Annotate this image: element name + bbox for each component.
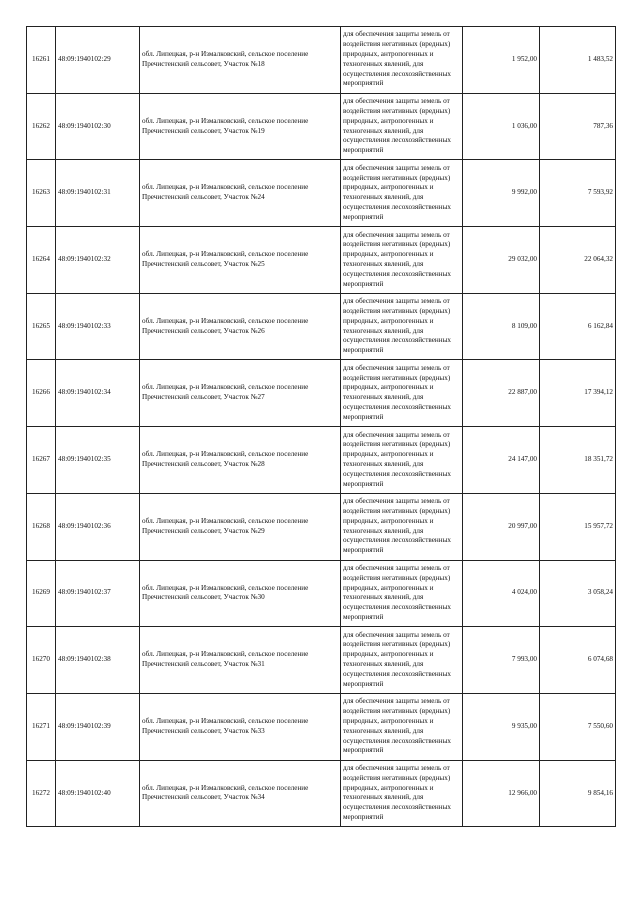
cadastral-value-cell: 6 074,68 [540, 627, 616, 694]
cadastral-number-cell: 48:09:1940102:36 [56, 493, 140, 560]
row-number-cell: 16266 [27, 360, 56, 427]
cadastral-value-cell: 1 483,52 [540, 27, 616, 94]
cadastral-value-cell: 6 162,84 [540, 293, 616, 360]
permitted-use-cell: для обеспечения защиты земель от воздействия негативных (вредных) природных, антропогенных и техногенных явлений, для осуществления лесохозяйственных мероприятий [341, 627, 463, 694]
plot-area-cell: 20 997,00 [463, 493, 540, 560]
plot-address-cell: обл. Липецкая, р-н Измалковский, сельское поселение Пречистенский сельсовет, Участок №28 [140, 427, 341, 494]
table-row [27, 227, 616, 294]
cadastral-value-cell: 18 351,72 [540, 427, 616, 494]
cadastral-number-cell: 48:09:1940102:32 [56, 227, 140, 294]
row-number-cell: 16272 [27, 760, 56, 827]
table-row [27, 293, 616, 360]
row-number-cell: 16270 [27, 627, 56, 694]
table-row [27, 93, 616, 160]
permitted-use-cell: для обеспечения защиты земель от воздействия негативных (вредных) природных, антропогенных и техногенных явлений, для осуществления лесохозяйственных мероприятий [341, 160, 463, 227]
cadastral-value-cell: 15 957,72 [540, 493, 616, 560]
plot-address-cell: обл. Липецкая, р-н Измалковский, сельское поселение Пречистенский сельсовет, Участок №27 [140, 360, 341, 427]
row-number-cell: 16261 [27, 27, 56, 94]
row-number-cell: 16265 [27, 293, 56, 360]
cadastral-value-cell: 22 064,32 [540, 227, 616, 294]
plot-address-cell: обл. Липецкая, р-н Измалковский, сельское поселение Пречистенский сельсовет, Участок №33 [140, 693, 341, 760]
cadastral-number-cell: 48:09:1940102:29 [56, 27, 140, 94]
permitted-use-cell: для обеспечения защиты земель от воздействия негативных (вредных) природных, антропогенных и техногенных явлений, для осуществления лесохозяйственных мероприятий [341, 693, 463, 760]
plot-area-cell: 7 993,00 [463, 627, 540, 694]
permitted-use-cell: для обеспечения защиты земель от воздействия негативных (вредных) природных, антропогенных и техногенных явлений, для осуществления лесохозяйственных мероприятий [341, 560, 463, 627]
cadastral-number-cell: 48:09:1940102:33 [56, 293, 140, 360]
plot-address-cell: обл. Липецкая, р-н Измалковский, сельское поселение Пречистенский сельсовет, Участок №31 [140, 627, 341, 694]
cadastral-number-cell: 48:09:1940102:31 [56, 160, 140, 227]
cadastral-value-cell: 9 854,16 [540, 760, 616, 827]
cadastral-number-cell: 48:09:1940102:35 [56, 427, 140, 494]
row-number-cell: 16271 [27, 693, 56, 760]
cadastral-value-cell: 7 550,60 [540, 693, 616, 760]
table-row [27, 160, 616, 227]
row-number-cell: 16269 [27, 560, 56, 627]
table-row [27, 760, 616, 827]
cadastral-number-cell: 48:09:1940102:34 [56, 360, 140, 427]
plot-area-cell: 9 992,00 [463, 160, 540, 227]
plot-address-cell: обл. Липецкая, р-н Измалковский, сельское поселение Пречистенский сельсовет, Участок №34 [140, 760, 341, 827]
row-number-cell: 16268 [27, 493, 56, 560]
table-body [27, 27, 616, 827]
plot-area-cell: 1 036,00 [463, 93, 540, 160]
permitted-use-cell: для обеспечения защиты земель от воздействия негативных (вредных) природных, антропогенных и техногенных явлений, для осуществления лесохозяйственных мероприятий [341, 760, 463, 827]
plot-area-cell: 9 935,00 [463, 693, 540, 760]
plot-area-cell: 22 887,00 [463, 360, 540, 427]
plot-area-cell: 29 032,00 [463, 227, 540, 294]
plot-area-cell: 8 109,00 [463, 293, 540, 360]
plot-address-cell: обл. Липецкая, р-н Измалковский, сельское поселение Пречистенский сельсовет, Участок №26 [140, 293, 341, 360]
permitted-use-cell: для обеспечения защиты земель от воздействия негативных (вредных) природных, антропогенных и техногенных явлений, для осуществления лесохозяйственных мероприятий [341, 293, 463, 360]
cadastral-value-cell: 7 593,92 [540, 160, 616, 227]
cadastral-number-cell: 48:09:1940102:30 [56, 93, 140, 160]
permitted-use-cell: для обеспечения защиты земель от воздействия негативных (вредных) природных, антропогенных и техногенных явлений, для осуществления лесохозяйственных мероприятий [341, 227, 463, 294]
cadastral-number-cell: 48:09:1940102:39 [56, 693, 140, 760]
plot-address-cell: обл. Липецкая, р-н Измалковский, сельское поселение Пречистенский сельсовет, Участок №29 [140, 493, 341, 560]
plot-address-cell: обл. Липецкая, р-н Измалковский, сельское поселение Пречистенский сельсовет, Участок №19 [140, 93, 341, 160]
plot-address-cell: обл. Липецкая, р-н Измалковский, сельское поселение Пречистенский сельсовет, Участок №30 [140, 560, 341, 627]
permitted-use-cell: для обеспечения защиты земель от воздействия негативных (вредных) природных, антропогенных и техногенных явлений, для осуществления лесохозяйственных мероприятий [341, 27, 463, 94]
plot-address-cell: обл. Липецкая, р-н Измалковский, сельское поселение Пречистенский сельсовет, Участок №24 [140, 160, 341, 227]
row-number-cell: 16263 [27, 160, 56, 227]
land-registry-table [26, 26, 616, 827]
plot-address-cell: обл. Липецкая, р-н Измалковский, сельское поселение Пречистенский сельсовет, Участок №25 [140, 227, 341, 294]
cadastral-number-cell: 48:09:1940102:40 [56, 760, 140, 827]
plot-address-cell: обл. Липецкая, р-н Измалковский, сельское поселение Пречистенский сельсовет, Участок №18 [140, 27, 341, 94]
plot-area-cell: 1 952,00 [463, 27, 540, 94]
permitted-use-cell: для обеспечения защиты земель от воздействия негативных (вредных) природных, антропогенных и техногенных явлений, для осуществления лесохозяйственных мероприятий [341, 93, 463, 160]
permitted-use-cell: для обеспечения защиты земель от воздействия негативных (вредных) природных, антропогенных и техногенных явлений, для осуществления лесохозяйственных мероприятий [341, 427, 463, 494]
row-number-cell: 16264 [27, 227, 56, 294]
plot-area-cell: 12 966,00 [463, 760, 540, 827]
permitted-use-cell: для обеспечения защиты земель от воздействия негативных (вредных) природных, антропогенных и техногенных явлений, для осуществления лесохозяйственных мероприятий [341, 360, 463, 427]
table-row [27, 427, 616, 494]
permitted-use-cell: для обеспечения защиты земель от воздействия негативных (вредных) природных, антропогенных и техногенных явлений, для осуществления лесохозяйственных мероприятий [341, 493, 463, 560]
row-number-cell: 16262 [27, 93, 56, 160]
table-row [27, 560, 616, 627]
table-row [27, 360, 616, 427]
plot-area-cell: 24 147,00 [463, 427, 540, 494]
table-row [27, 27, 616, 94]
cadastral-number-cell: 48:09:1940102:38 [56, 627, 140, 694]
table-row [27, 493, 616, 560]
cadastral-number-cell: 48:09:1940102:37 [56, 560, 140, 627]
cadastral-value-cell: 3 058,24 [540, 560, 616, 627]
table-row [27, 627, 616, 694]
plot-area-cell: 4 024,00 [463, 560, 540, 627]
cadastral-value-cell: 787,36 [540, 93, 616, 160]
cadastral-value-cell: 17 394,12 [540, 360, 616, 427]
table-row [27, 693, 616, 760]
row-number-cell: 16267 [27, 427, 56, 494]
